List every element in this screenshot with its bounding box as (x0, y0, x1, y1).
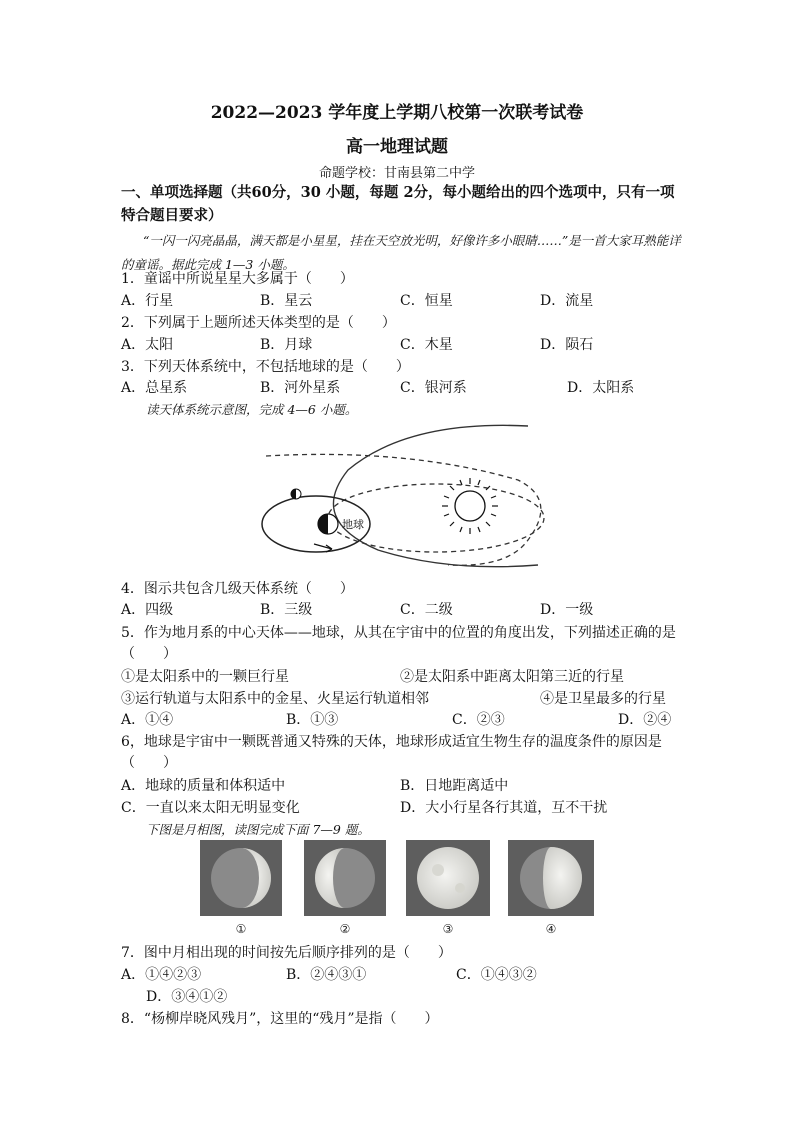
question-7-stem: 7．图中月相出现的时间按先后顺序排列的是（ ） (121, 945, 452, 961)
q4-option-a: A．四级 (121, 602, 174, 618)
question-2-stem: 2．下列属于上题所述天体类型的是（ ） (121, 315, 396, 331)
q5-statement-3: ③运行轨道与太阳系中的金星、火星运行轨道相邻 (121, 691, 429, 707)
q3-option-a: A．总星系 (121, 380, 188, 396)
moon-phase-label-4: ④ (545, 922, 557, 936)
moon-phase-label-2: ② (339, 922, 351, 936)
figure1-intro: 读天体系统示意图，完成 4—6 小题。 (146, 402, 358, 417)
q6-option-c: C．一直以来太阳无明显变化 (121, 800, 300, 816)
q1-option-a: A．行星 (121, 293, 174, 309)
q5-option-c: C．②③ (452, 712, 505, 728)
moon-phase-4 (508, 840, 594, 916)
exam-subtitle: 高一地理试题 (346, 137, 448, 157)
q7-option-b: B．②④③① (286, 967, 367, 983)
q2-option-d: D．陨石 (540, 337, 594, 353)
question-5-paren: （ ） (121, 646, 177, 662)
q3-option-b: B．河外星系 (260, 380, 341, 396)
q6-option-b: B．日地距离适中 (400, 778, 509, 794)
moon-phase-label-1: ① (235, 922, 247, 936)
q5-option-b: B．①③ (286, 712, 339, 728)
moon-phase-1 (200, 840, 282, 916)
q2-option-b: B．月球 (260, 337, 313, 353)
section-heading: 一、单项选择题（共60分，30 小题，每题 2分，每小题给出的四个选项中，只有一项特合题目要求） (121, 184, 675, 224)
moon-phase-figure (198, 838, 600, 938)
question-5-stem: 5．作为地月系的中心天体——地球，从其在宇宙中的位置的角度出发，下列描述正确的是 (121, 625, 676, 641)
q1-option-c: C．恒星 (400, 293, 453, 309)
celestial-system-diagram (258, 420, 548, 576)
q5-statement-1: ①是太阳系中的一颗巨行星 (121, 669, 289, 685)
question-6-paren: （ ） (121, 755, 177, 771)
q7-option-c: C．①④③② (456, 967, 537, 983)
outer-dashed-orbit (266, 454, 541, 565)
q7-option-d: D．③④①② (146, 989, 228, 1005)
q2-option-a: A．太阳 (121, 337, 174, 353)
q6-option-a: A．地球的质量和体积适中 (121, 778, 286, 794)
q3-option-d: D．太阳系 (567, 380, 635, 396)
q4-option-b: B．三级 (260, 602, 313, 618)
question-8-stem: 8．“杨柳岸晓风残月”，这里的“残月”是指（ ） (121, 1011, 439, 1027)
q6-option-d: D．大小行星各行其道，互不干扰 (400, 800, 608, 816)
question-3-stem: 3．下列天体系统中，不包括地球的是（ ） (121, 359, 410, 375)
q4-option-c: C．二级 (400, 602, 453, 618)
moon-phase-label-3: ③ (442, 922, 454, 936)
q5-statement-4: ④是卫星最多的行星 (540, 691, 666, 707)
q7-option-a: A．①④②③ (121, 967, 202, 983)
q3-option-c: C．银河系 (400, 380, 467, 396)
moon-phase-2 (304, 840, 386, 916)
question-6-stem: 6，地球是宇宙中一颗既普通又特殊的天体，地球形成适宜生物生存的温度条件的原因是 (121, 734, 662, 750)
figure2-intro: 下图是月相图，读图完成下面 7—9 题。 (146, 822, 370, 837)
q5-option-a: A．①④ (121, 712, 174, 728)
question-4-stem: 4．图示共包含几级天体系统（ ） (121, 581, 354, 597)
passage-intro: “一闪一闪亮晶晶，满天都是小星星，挂在天空放光明，好像许多小眼睛……”是一首大家耳熟能详的童谣。据此完成 1—3 小题。 (121, 233, 681, 272)
q1-option-b: B．星云 (260, 293, 313, 309)
earth-label: 地球 (342, 518, 364, 531)
school-line: 命题学校：甘南县第二中学 (318, 166, 475, 181)
question-1-stem: 1．童谣中所说星星大多属于（ ） (121, 271, 354, 287)
exam-title: 2022—2023 学年度上学期八校第一次联考试卷 (210, 103, 584, 123)
sun-icon (442, 478, 498, 534)
q1-option-d: D．流星 (540, 293, 594, 309)
q5-statement-2: ②是太阳系中距离太阳第三近的行星 (400, 669, 624, 685)
moon-phase-3 (406, 840, 490, 916)
q4-option-d: D．一级 (540, 602, 594, 618)
comet-orbit (333, 425, 538, 566)
q5-option-d: D．②④ (618, 712, 672, 728)
q2-option-c: C．木星 (400, 337, 453, 353)
